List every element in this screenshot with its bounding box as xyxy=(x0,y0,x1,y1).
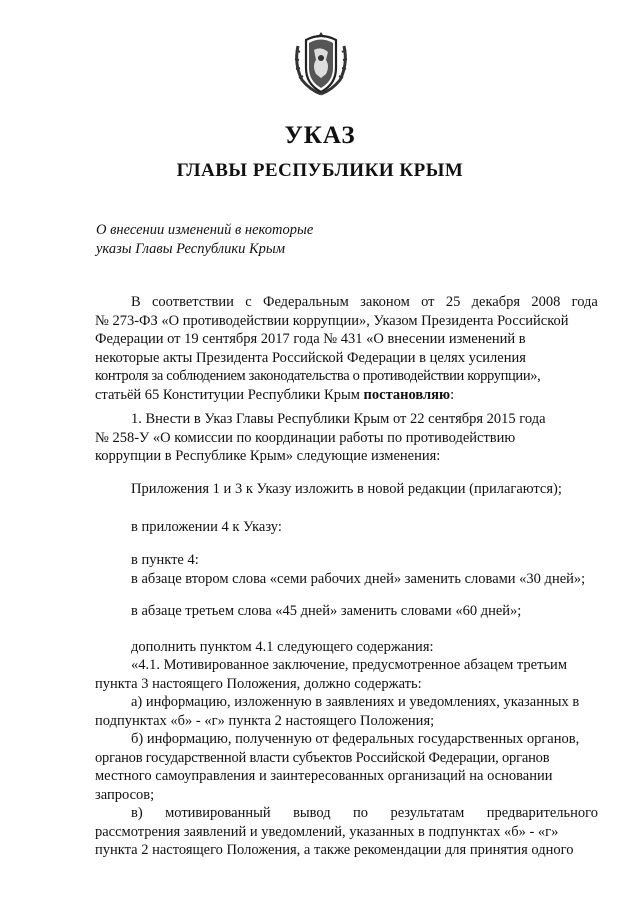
appendix-4-paragraph xyxy=(95,518,598,537)
text-line: в абзаце втором слова «семи рабочих дней» заменить словами «30 дней»; xyxy=(131,570,586,587)
text-line: пункта 3 настоящего Положения, должно содержать: xyxy=(95,675,422,692)
text-line: Приложения 1 и 3 к Указу изложить в новой редакции (прилагаются); xyxy=(131,481,562,497)
text-line: Федерации от 19 сентября 2017 года № 431 «О внесении изменений в xyxy=(95,331,526,347)
text-line: местного самоуправления и заинтересованных организаций на основании xyxy=(95,768,553,784)
point-4-paragraph xyxy=(95,551,598,588)
colon: : xyxy=(450,386,455,403)
text-line: № 273-ФЗ «О противодействии коррупции», Указом Президента Российской xyxy=(95,312,569,329)
text-line: дополнить пунктом 4.1 следующего содержания: xyxy=(131,639,434,655)
text-line: № 258-У «О комиссии по координации работы по противодействию xyxy=(95,429,516,446)
text-line: коррупции в Республике Крым» следующие изменения: xyxy=(95,448,441,464)
text-line: некоторые акты Президента Российской Федерации в целях усиления xyxy=(95,349,526,366)
text-line: в приложении 4 к Указу: xyxy=(131,519,282,535)
text-line xyxy=(95,386,598,405)
add-4-1-paragraph xyxy=(95,638,598,657)
text-line: рассмотрения заявлений и уведомлений, указанных в подпунктах «б» - «г» xyxy=(95,823,559,840)
text-line: б) информацию, полученную от федеральных государственных органов, xyxy=(131,731,580,747)
text-line: контроля за соблюдением законодательства о противодействии коррупции», xyxy=(95,368,541,384)
text-line: запросов; xyxy=(95,786,155,803)
preamble-tail: статьёй 65 Конституции Республики Крым xyxy=(95,386,360,403)
text-line: а) информацию, изложенную в заявлениях и уведомлениях, указанных в xyxy=(131,694,580,710)
text-line: органов государственной власти субъектов Российской Федерации, органов xyxy=(95,749,550,766)
decree-subheading: ГЛАВЫ РЕСПУБЛИКИ КРЫМ xyxy=(176,160,464,181)
subject-line: указы Главы Республики Крым xyxy=(96,241,285,257)
quoted-4-1 xyxy=(95,656,598,860)
item-1-paragraph xyxy=(95,410,598,466)
text-line: в абзаце третьем слова «45 дней» заменить словами «60 дней»; xyxy=(131,603,522,619)
text-line: «4.1. Мотивированное заключение, предусмотренное абзацем третьим xyxy=(131,657,567,673)
text-line: в) мотивированный вывод по результатам предварительного xyxy=(131,805,598,821)
decree-heading: УКАЗ xyxy=(284,122,356,149)
decree-subject xyxy=(96,221,313,259)
para-3-paragraph xyxy=(95,602,598,621)
text-line: в пункте 4: xyxy=(131,552,199,568)
appendix-paragraph xyxy=(95,480,598,499)
text-line: 1. Внести в Указ Главы Республики Крым от 22 сентября 2015 года xyxy=(131,411,546,427)
subject-line: О внесении изменений в некоторые xyxy=(96,222,314,238)
text-line: подпунктах «б» - «г» пункта 2 настоящего Положения; xyxy=(95,712,435,729)
bold-keyword: постановляю xyxy=(363,386,451,403)
preamble-paragraph xyxy=(95,293,598,404)
crimea-coat-of-arms-icon xyxy=(292,30,350,96)
text-line: В соответствии с Федеральным законом от 25 декабря 2008 года xyxy=(131,294,598,310)
text-line: пункта 2 настоящего Положения, а также рекомендации для принятия одного xyxy=(95,842,574,858)
